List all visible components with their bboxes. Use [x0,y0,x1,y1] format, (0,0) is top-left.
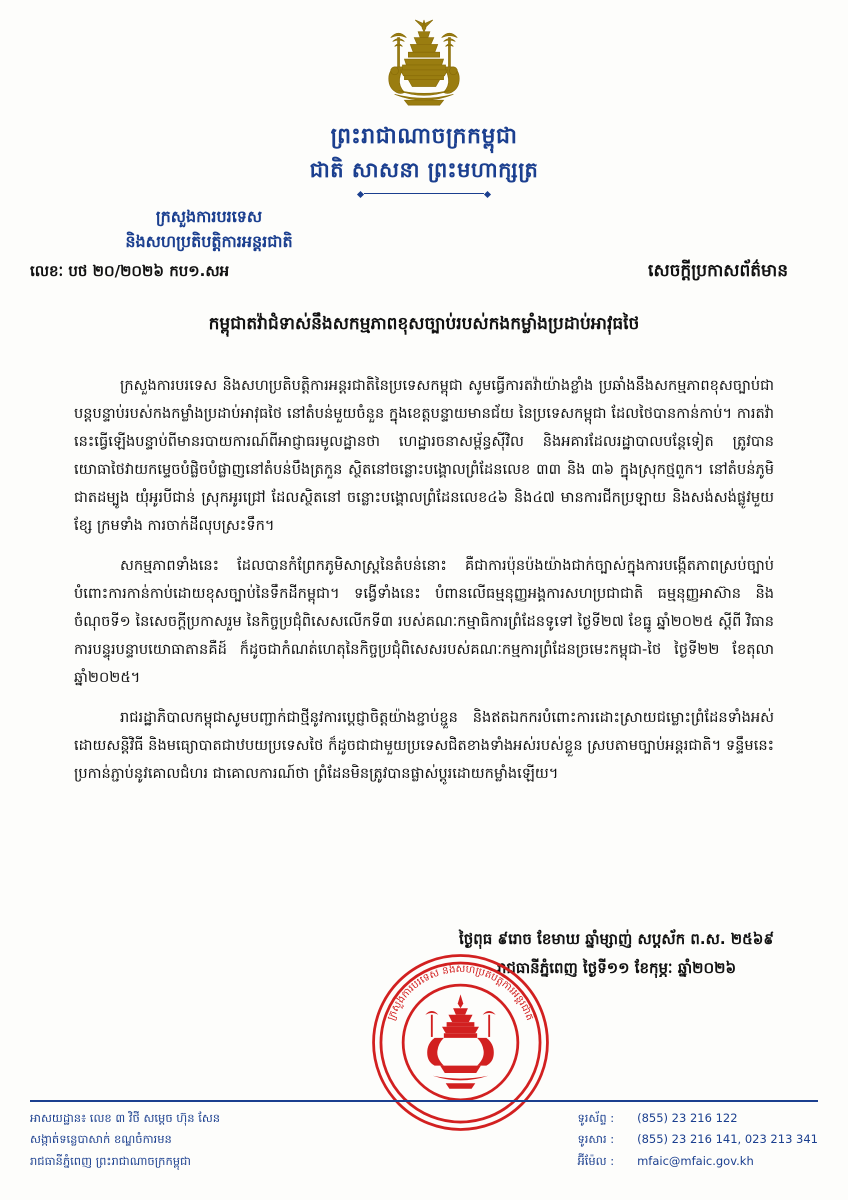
footer-contact-phone [577,1108,818,1129]
cambodia-royal-emblem-icon [365,18,483,110]
footer-address-line3: រាជធានីភ្នំពេញ ព្រះរាជាណាចក្រកម្ពុជា [30,1153,191,1168]
footer-email-value[interactable]: mfaic@mfaic.gov.kh [637,1153,754,1168]
footer-fax-label: ទូរសារ : [577,1132,615,1147]
footer-contacts [577,1108,818,1172]
footer-address-line2: សង្កាត់ទន្លេបាសាក់ ខណ្ឌចំការមន [30,1132,172,1147]
document-title: កម្ពុជាតវ៉ាជំទាស់នឹងសកម្មភាពខុសច្បាប់របស់កងកម្លាំងប្រដាប់អាវុធថៃ [208,314,640,334]
royal-heading [0,120,848,194]
document-body [74,372,774,800]
svg-text:ក្រសួងការបរទេស និងសហប្រតិបត្តិ: ក្រសួងការបរទេស និងសហប្រតិបត្តិការអន្តរជាតិ [385,964,536,1023]
footer-address-line1: អាសយដ្ឋាន៖ លេខ ៣ វិថី សម្តេច ហ៊ុន សែន [30,1111,221,1125]
emblem-container [0,18,848,110]
footer-phone-value: (855) 23 216 122 [637,1111,738,1125]
royal-heading-line2: ជាតិ សាសនា ព្រះមហាក្សត្រ [309,158,539,182]
footer-phone-label: ទូរស័ព្ទ : [577,1111,615,1125]
footer-contact-fax [577,1129,818,1150]
paragraph-1: ក្រសួងការបរទេស និងសហប្រតិបត្តិការអន្តរជាតិនៃប្រទេសកម្ពុជា សូមធ្វើការតវ៉ាយ៉ាងខ្លាំង ប្រឆាំងនឹងសកម្មភាពខុសច្បាប់ជាបន្តបន្ទាប់របស់កងកម្លាំងប្រដាប់អាវុធថៃ នៅតំបន់មួយចំនួន ក្នុងខេត្តបន្ទាយមានជ័យ នៃប្រទេសកម្ពុជា ដែលថៃបានកាន់កាប់។ ការតវ៉ានេះធ្វើឡើងបន្ទាប់ពីមានរបាយការណ៍ពីអាជ្ញាធរមូលដ្ឋានថា ហេដ្ឋារចនាសម្ព័ន្ធស៊ីវិល និងអគារដែលរដ្ឋាបាលបន្តែទៀត ត្រូវបានយោធាថៃវាយកម្ទេចបំផ្លិចបំផ្លាញនៅតំបន់បឹងត្រកួន ស្ថិតនៅចន្លោះបង្គោលព្រំដែនលេខ ៣៣ និង ៣៦ ក្នុងស្រុកថ្មពួក។ នៅតំបន់ភូមិជាតដម្បូង យុំអូរបីជាន់ ស្រុកអូរជ្រៅ ដែលស្ថិតនៅ ចន្លោះបង្គោលព្រំដែនលេខ៤៦ និង៤៧ មានការជីកប្រឡាយ និងសង់សង់ផ្លូវមួយខ្សែ ក្រមទាំង ការចាក់ដីលុបស្រះទឹក។ [74,377,774,535]
footer-contact-email [577,1151,818,1172]
signature-date-gregorian: រាជធានីភ្នំពេញ ថ្ងៃទី១១ ខែកុម្ភៈ ឆ្នាំ២០២៦ [496,958,737,977]
ministry-line1: ក្រសួងការបរទេស [155,207,263,226]
paragraph-2: សកម្មភាពទាំងនេះ ដែលបានកំព្រែកភូមិសាស្ត្រនៃតំបន់នោះ គឺជាការប៉ុនប៉ងយ៉ាងជាក់ច្បាស់ក្នុងការបង្កើតភាពស្រប់ច្បាប់បំពោះការកាន់កាប់ដោយខុសច្បាប់នៃទឹកដីកម្ពុជា។ ទង្វើទាំងនេះ បំពានលើធម្មនុញ្ញអង្គការសហប្រជាជាតិ ធម្មនុញ្ញអាស៊ាន និងចំណុចទី១ នៃសេចក្តីប្រកាសរួម នៃកិច្ចប្រជុំពិសេសលើកទី៣ របស់គណៈកម្មាធិការព្រំដែនទូទៅ ថ្ងៃទី២៧ ខែធ្នូ ឆ្នាំ២០២៥ ស្តីពី វិធានការបន្ទុរបន្ទាបយោធាតានគឺដ៍ ក៏ដូចជាកំណត់ហេតុនៃកិច្ចប្រជុំពិសេសរបស់គណៈកម្មការព្រំដែនច្រមេះកម្ពុជា-ថៃ ថ្ងៃទី២២ ខែតុលា ឆ្នាំ២០២៥។ [74,557,774,687]
press-release-label: សេចក្តីប្រកាសព័ត៌មាន [648,261,788,281]
footer-divider [30,1100,818,1102]
reference-number: លេខៈ បថ ២០/២០២៦ កប១.សអ [30,262,230,280]
royal-heading-divider [364,193,484,194]
footer-email-label: អ៊ីម៉ែល : [577,1153,615,1168]
footer-address [30,1108,220,1172]
royal-heading-line1: ព្រះរាជាណាចក្រកម្ពុជា [330,124,518,149]
footer-fax-value: (855) 23 216 141, 023 213 341 [637,1132,818,1147]
signature-date-buddhist: ថ្ងៃពុធ ៩រោច ខែមាឃ ឆ្នាំម្សាញ់ សប្តស័ក ព.ស. ២៥៦៩ [458,930,774,948]
paragraph-3: រាជរដ្ឋាភិបាលកម្ពុជាសូមបញ្ជាក់ជាថ្មីនូវការប្តេជ្ញាចិត្តយ៉ាងខ្ជាប់ខ្ជួន និងឥតឯកករបំពោះការដោះស្រាយជម្លោះព្រំដែនទាំងអស់ដោយសន្តិវិធី និងមធ្យោបាតជាឋបយប្រទេសថៃ ក៏ដូចជាជាមួយប្រទេសជិតខាងទាំងអស់របស់ខ្លួន ស្របតាមច្បាប់អន្តរជាតិ។ ទន្ទឹមនេះ ប្រកាន់ភ្ជាប់នូវគោលជំហរ ជាគោលការណ៍ថា ព្រំដែនមិនត្រូវបានផ្លាស់ប្តូរដោយកម្លាំងឡើយ។ [74,709,774,783]
footer [30,1108,818,1172]
ministry-block [44,205,374,255]
ministry-line2: និងសហប្រតិបត្តិការអន្តរជាតិ [125,231,293,251]
